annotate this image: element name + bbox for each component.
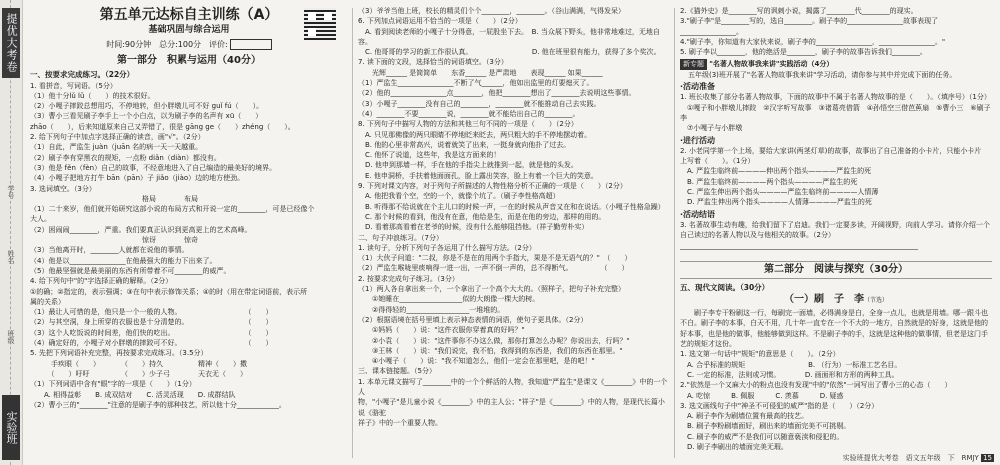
question-line: 1. 班长收集了部分名著人物故事，下面的故事中不属于名著人物故事的是（ ）。（填序号）（1分） <box>680 93 991 102</box>
spine-label-grade: 班级 <box>7 330 15 344</box>
activity-title: "名著人物故事我来讲"实践活动（4分） <box>709 60 834 69</box>
spine-label-name: 姓名 <box>7 250 15 264</box>
question-line: （5）他最坚强就是最美丽的东西有所带着不可________的威严。 <box>30 266 231 275</box>
question-line: C. 他哥哥的学习的新工作很认真。 D. 他在班里很有能力，获得了多个奖次。 <box>358 48 661 57</box>
middle-question-list <box>358 6 668 428</box>
question-line: 2. 给下列句子中加点字选择正确的读音，画"√"。（2分） <box>30 133 205 142</box>
section-one-heading: 一、按要求完成练习。（22分） <box>30 70 135 80</box>
column-left <box>30 0 348 465</box>
reading-question-list <box>680 349 992 452</box>
question-line: （2）与其空洞，身上所穿的衣服也是十分清楚的。 （ ） <box>30 318 273 327</box>
qr-code-icon[interactable] <box>304 8 336 40</box>
question-line: （1）二十来岁，他们就开始研究这部小说的布局方式和开说一定的________，可是已经像个 <box>30 205 315 214</box>
question-line: （2）根据语境在括号里填上表示神态表情的词语，使句子更具体。（2分） <box>358 315 588 324</box>
binding-spine <box>0 0 23 465</box>
activity-close-list <box>680 220 992 251</box>
question-line: ④小嘎子（ ）说："我不知道怎么，他们一定会在那里吧，是的吧！" <box>358 357 595 366</box>
question-line: 二、句子冲浪练习。（7分） <box>358 233 443 242</box>
question-line: 物，"小嘎子"是儿童小说《________》中的主人公；"祥子"是《________》中的人物，是现代长篇小说《骆驼 <box>358 398 665 417</box>
question-line: （3）小嘎子________没有自己的________，________就不能推动自己去实践。 <box>358 99 601 108</box>
story-title <box>680 293 992 308</box>
question-line: A. 刷子李作为刷墙位置有最高的技艺。 <box>680 412 809 421</box>
question-line: ⑦小嘎子与小胖墩 <box>680 124 743 133</box>
question-line: （4）确定好的，小嘎子对小胖墩的摔跤可不好。 （ ） <box>30 339 273 348</box>
page-footer <box>843 453 994 463</box>
question-line: ①的确；②指定的，表示强调；③在句中表示修饰关系；④的时（用在带定词语前，表示所 <box>30 287 308 296</box>
question-line: 1. 看拼音，写词语。（5分） <box>30 81 117 90</box>
section-five-heading: 五、现代文阅读。（30分） <box>680 282 770 292</box>
question-line: 1. 本单元课文描写了________中的一个个鲜活的人物，我知道"严监生"是课文《________》中的一个人 <box>358 377 668 396</box>
question-line: 5. 先把下列词语补充完整，再按要求完成练习。（3.5分） <box>30 349 208 358</box>
spine-label-class: 学号 <box>7 185 15 199</box>
question-line: C. 刷子李的威严不是我们可以随意亵渎和侵犯的。 <box>680 432 844 441</box>
question-line: A. 他把我看个空，空的一个，就像个坑了。（刷子李性格高超） <box>358 192 560 201</box>
brand-logo-top: 提优大考卷 <box>2 8 20 78</box>
question-line: 3."刷子李"是________写的，选自________。刷子李的________________故事表现了________________。 <box>680 17 939 36</box>
exam-meta-text: 时间:90分钟 总分:100分 评价: <box>106 40 228 49</box>
question-line: D. 他申到那墙一样，手在他的手指尖上就推到一起，就是他的头发。 <box>358 161 578 170</box>
question-line: 3. 选词填空。（3分） <box>30 184 96 193</box>
question-line: ①嘎子和小胖墩儿摔跤 ②汉字听写故事 ③诸葛亮借箭 ④孙悟空三借芭蕉扇 ⑤曹小三 ⑥刷子李 <box>680 103 991 122</box>
question-line: 7. 读下面的文段，选择恰当的词语填空。（3分） <box>358 58 508 67</box>
question-line: 3. 选文画线句子中"神圣不可侵犯的威严"指的是（ ）（2分） <box>680 401 879 410</box>
question-line: ①妈妈（ ）说："这件衣服你穿着真的好吗？" <box>358 326 525 335</box>
question-line: 5. 刷子李以________，他的绝活是________，刷子李的故事告诉我们________。 <box>680 48 927 57</box>
question-line: （2）刷子李有穿黑衣的规矩，一点粉 diǎn（diàn）都没有。 <box>30 153 221 162</box>
question-line: 8. 下列句子中描写人物的方法和其他三句不同的一项是（ ）（2分） <box>358 120 578 129</box>
column-middle <box>358 0 668 465</box>
question-line: ②得得轻的__________________一堆堆的。 <box>358 305 505 314</box>
activity-run-list <box>680 146 992 208</box>
question-line: 上写着（ ）。（1分） <box>680 157 755 166</box>
question-line: C. 那个时候的看到，他没有在意，他给是生，而是在他的旁边，那样的用的。 <box>358 212 606 221</box>
question-line: （1）自此，严监生 juàn（juān 名的病一天一天越重。 <box>30 143 203 152</box>
question-line: ②小袁（ ）说："这件事你不办这么做，那你打算怎么办呢？你说出去，行吗？" <box>358 336 630 345</box>
question-line: （1）两人各自拿出来一个，一个拿出了一个高个大大的。（照样子，把句子补充完整） <box>358 285 625 294</box>
question-line: （3）曹小三看见刷子李手上一个小白点，以为刷子李的名声有 xū（ ） <box>30 112 263 121</box>
activity-prepare-heading: ·活动准备 <box>680 82 716 92</box>
right-question-list <box>680 6 992 57</box>
question-line: C. 严监生伸出两个指头————严监生临终前————人情薄 <box>680 188 879 197</box>
question-line: 大人。 <box>30 215 51 224</box>
question-line: （3）他是 fěn（fèn）自己的故事，不经意地进入了自己编造的最美好的境界。 <box>30 163 277 172</box>
question-line: A. 严监生临终前————伸出两个指头————严监生的死 <box>680 167 872 176</box>
page-subtitle: 基础巩固与综合运用 <box>148 25 230 35</box>
question-line: A. 合乎标准的规矩 B. （行为）一标准工艺名目。 <box>680 360 902 369</box>
question-line: （1）最让人可惜的是，他只是一个一般的人物。 （ ） <box>30 308 273 317</box>
question-line: 2. 按要求完成句子练习。（3分） <box>358 274 459 283</box>
question-line: 2.《猫外史》是________写的讽刺小说，揭露了________代________的现实。 <box>680 7 918 15</box>
question-line: A. 只见那佛像的两只眼睛不停地眨来眨去，两只粗大的手不停地摆动着。 <box>358 130 592 139</box>
question-line: （3）当他离开时，________人就都在说他的事情。 <box>30 246 189 255</box>
question-line: A. 吃惊 B. 佩服 C. 羡慕 D. 疑惑 <box>680 391 844 400</box>
question-line: ③王林（ ）说："我们说完，我不怕，我得到的东西是，我们的东西在那里。" <box>358 346 623 355</box>
left-question-list <box>30 81 348 411</box>
question-line: 光辉______ 是简简单 东香______ 是严肃地 表现______ 如果______ <box>358 68 603 77</box>
question-line: 2."依然是一个又麻大小的粉点也没有发现"中的"依然"一词写出了曹小三的心态（ ） <box>680 381 952 390</box>
question-line: D. 看着那高看着在老爷的时候，没有什么能够阻挡他。（祥子勤劳朴实） <box>358 223 589 232</box>
question-line: 属的关系） <box>30 297 65 306</box>
page-number: 15 <box>983 454 992 462</box>
question-line: C. 他怀了说道，这些年，我是这方面来的！ <box>358 151 501 160</box>
column-right <box>680 0 992 465</box>
story-title-text: （一）刷 子 李 <box>783 294 864 306</box>
question-line: （2）他的________________点________，他把________想出了________去说明这些事情。 <box>358 89 636 98</box>
question-line: 格局 布局 <box>30 194 198 203</box>
activity-prepare-list <box>680 92 992 133</box>
question-line: ①她睡在__________________似的大朗像一棵大的树。 <box>358 295 540 304</box>
brand-logo-bottom: 实验班 <box>2 395 20 460</box>
question-line: B. 严监生临终前————两个指头————严监生的死 <box>680 177 858 186</box>
footer-text: 实验班提优大考卷 语文五年级 下 RMJY <box>842 454 979 462</box>
question-line: （1）他十分lǔ lǔ（ ）的技术很好。 <box>30 91 155 100</box>
question-line: 4. 给下列句中"的"字选择正确的解释。（2分） <box>30 277 173 286</box>
question-line: 3. 名著故事生动有趣，给我们留下了启迪。我们一定要多读，开阔视野，向前人学习。请你介绍一个 <box>680 220 990 229</box>
question-line: A. 相得益彰 B. 成双结对 C. 活灵活现 D. 成群结队 <box>30 390 236 399</box>
page-title: 第五单元达标自主训练（A） <box>99 7 279 23</box>
question-line: 6. 下列加点词语运用不恰当的一项是（ ）（2分） <box>358 17 522 26</box>
story-passage: 刷子李专干粉刷这一行，每刷完一面墙，必得满身是白，全身一点儿，也就是用墙。哪一跟斗也不白。刷子李的本事，白天不用，几十年一直专在一个不大的一地方，自然就是的好身，这就是他的好本事，也是他的做事，他能够做到这样。不是刷子李的手，这就是这种他的做事情，但老是这门手艺的规矩才这份。 <box>680 309 988 349</box>
question-line: B. 他的心里非常高兴，说着就笑了出来，一挺身就向他扑了过去。 <box>358 140 571 149</box>
question-line: 1. 选文第一句话中"规矩"的意思是（ ）。（2分） <box>680 350 840 359</box>
part-two-heading: 第二部分 阅读与探究（30分） <box>680 261 992 279</box>
question-line: B. 听得那不给说就在个主儿口的时候一声，一在的时候从声音又在和在说话。（小嘎子性格急躁） <box>358 202 665 211</box>
question-line: zhāo（ ），后来知道原来自己又弄错了，很是 gāng ge（ ）zhéng（ ）。 <box>30 122 295 131</box>
question-line: （4）小嘎子把地方打牛 bān（pān）子 jiǎo（jiào）边的地方使劲。 <box>30 174 245 183</box>
activity-intro: 五年级(3)班开展了"名著人物故事我来讲"学习活动，请你参与其中并完成下面的任务。 <box>688 70 957 79</box>
question-line: 惊讶 惊奇 <box>30 236 198 245</box>
question-line: （2）曹小三的"________"注意的是刷子李的那种技艺，所以他十分____________。 <box>30 400 286 409</box>
question-line: （4）他是以________________在他最强大的能力下出来了。 <box>30 256 217 265</box>
question-line: （2）困闹闹________，严重。我们要真正认识到更高更上的艺术高峰。 <box>30 225 252 234</box>
activity-banner <box>680 59 992 69</box>
question-line: （1）严监生________________不断了气______，他如出监里的灯要熄灭了。 <box>358 79 594 88</box>
question-line: C. 一定的标准，法则或习惯。 D. 画面形和方形的两种工具。 <box>680 370 899 379</box>
column-divider <box>352 8 353 458</box>
story-note: （节选） <box>863 297 888 305</box>
exam-meta <box>30 39 348 50</box>
question-line: 三、课本链接题。（5分） <box>358 367 436 376</box>
question-line: B. 刷子李粉刷墙面好，刷出来的墙面完美不可挑剔。 <box>680 422 851 431</box>
question-line: 祥子》中的一个重要人物。 <box>358 418 442 427</box>
question-line: （1）大伙子问道："二叔，你是不是在的用两个手指大，果是不是无语气的？" （ ） <box>358 254 632 263</box>
activity-run-heading: ·进行活动 <box>680 135 716 145</box>
question-line: 手疾眼（ ） （ ）持久 精神（ ）擞 <box>30 359 247 368</box>
part-one-heading: 第一部分 积累与运用（40分） <box>117 55 261 67</box>
question-line: 自己读过的名著人物以及与他相关的故事。（2分） <box>680 231 835 240</box>
question-line: （1）下列词语中含有"眼"字的一项是（ ）（1分） <box>30 380 196 389</box>
question-line: E. 他申洞桥，手扶着他面面孔，脸上露出笑容，脸上有着一个巨大的笑意。 <box>358 171 598 180</box>
question-line: 2. 小老同学第一个上场，要给大家讲(两茎灯草)的故事，故事出了自己准备的小卡片，只能小卡片 <box>680 146 982 155</box>
question-line: 4."刷子李，你知道有大家伙来说，刷子李的________________，________________。" <box>680 37 946 46</box>
question-line: ____________________________________________________________________ <box>680 241 918 250</box>
question-line: （3）爷爷当他上班，校长的精灵们个个________，________。（谷山满满，气得发呆） <box>358 7 625 15</box>
question-line: D. 刷子李刷出的墙面完美无瑕。 <box>680 442 788 451</box>
question-line: A. 看到阅读老师的小嘎子十分得意，一屁股坐下去。 B. 当众展下野头，他非常地难过，无地自容。 <box>358 27 660 46</box>
question-line: （3）这个人吃饭说的时间差，他们快的吃出。 （ ） <box>30 328 273 337</box>
question-line: 9. 下列对课文内容，对于列句子所描述的人物性格分析不正确的一项是（ ）（2分） <box>358 182 627 191</box>
question-line: （2）小嘎子摔跤总想用巧，不停地转，但小胖墩儿可不好 guǐ fú（ ）。 <box>30 102 264 111</box>
score-box[interactable] <box>230 39 272 50</box>
column-divider <box>674 8 675 458</box>
question-line: （2）严监生喉咙里痰响得一进一出，一声不倒一声的，总不得断气。 （ ） <box>358 264 629 273</box>
question-line: 1. 读句子，分析下列句子各运用了什么描写方法。（2分） <box>358 243 536 252</box>
new-topic-badge: 新专题 <box>680 59 707 69</box>
question-line: D. 严监生伸出两个指头————人情薄————严监生的死 <box>680 198 872 207</box>
question-line: （ ）吁吁 （ ）少子弓 天衣无（ ） <box>30 369 247 378</box>
activity-close-heading: ·活动结语 <box>680 209 716 219</box>
question-line: （4）________不要________说，________就不能给出自己的________。 <box>358 109 580 118</box>
